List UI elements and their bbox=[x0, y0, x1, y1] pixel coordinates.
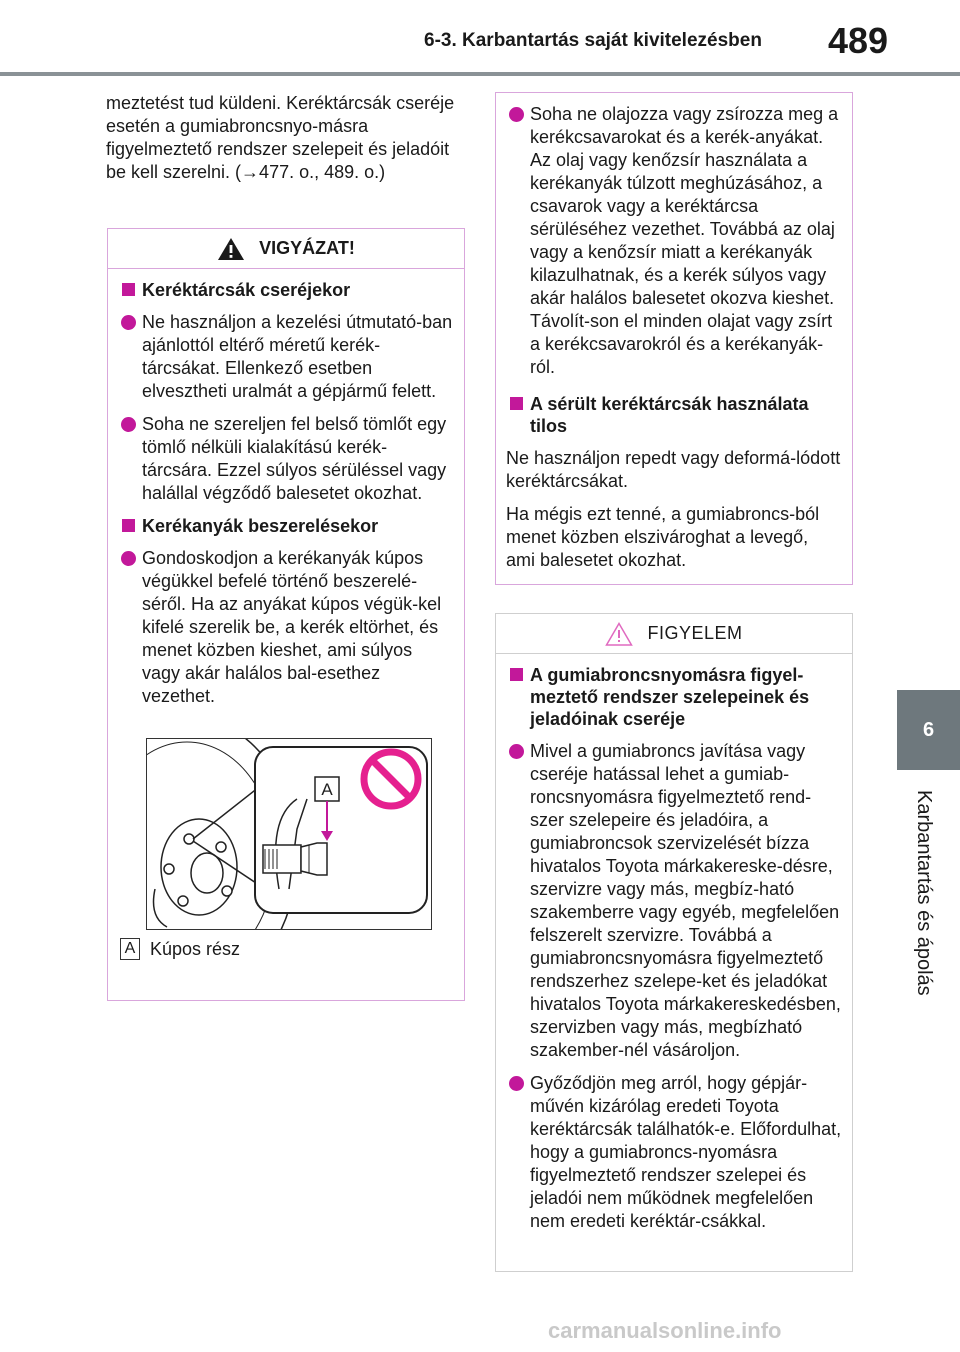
notice-header bbox=[496, 614, 852, 654]
notice-bullet: Mivel a gumiabroncs javítása vagy cseréje hatással lehet a gumiab-roncsnyomásra figyelmeztető rend-szer szelepeire és jeladóira, a gumiabroncsok szervizelését bízza hivatalos Toyota márkakereske-désre, szervizre vagy más, megbíz-ható szakemberre vagy egyéb, megfelelően felszerelt szervizre. Továbbá a gumiabroncsnyomásra figyelmeztető rendszerhez szelepe-ket és jeladókat hivatalos Toyota márkakereskedésben, szervizben vagy más, megbízható szakember-nél vásároljon. bbox=[506, 740, 842, 1062]
bullet-dot-icon bbox=[509, 1076, 524, 1091]
notice-triangle-icon bbox=[605, 622, 633, 646]
warning-continuation-box bbox=[495, 92, 853, 585]
header-rule bbox=[0, 72, 960, 76]
notice-bullet: Győződjön meg arról, hogy gépjár-művén kizárólag eredeti Toyota keréktárcsák találhatók-e. Előfordulhat, hogy a gumiabroncs-nyomásra figyelmeztető rendszer szelepei és jeladói nem működnek megfelelően nem eredeti keréktár-csákkal. bbox=[506, 1072, 842, 1233]
warning-title: VIGYÁZAT! bbox=[259, 238, 355, 258]
square-bullet-icon bbox=[122, 283, 135, 296]
figure-label: A bbox=[321, 780, 333, 799]
warning-paragraph: Ha mégis ezt tenné, a gumiabroncs-ból menet közben elszivároghat a levegő, ami balesetet okozhat. bbox=[506, 504, 820, 570]
notice-box bbox=[495, 613, 853, 1272]
chapter-number: 6 bbox=[922, 718, 935, 741]
notice-subheading: A gumiabroncsnyomásra figyel-meztető rendszer szelepeinek és jeladóinak cseréje bbox=[506, 664, 842, 730]
square-bullet-icon bbox=[122, 519, 135, 532]
wheel-nut-drawing bbox=[147, 739, 431, 929]
chapter-title: Karbantartás és ápolás bbox=[913, 790, 935, 996]
watermark: carmanualsonline.info bbox=[548, 1318, 782, 1343]
bullet-dot-icon bbox=[121, 417, 136, 432]
warning-bullet: Ne használjon a kezelési útmutató-ban ajánlottól eltérő méretű kerék-tárcsákat. Ellenkező esetben elvesztheti uralmát a gépjármű felett. bbox=[118, 311, 454, 403]
square-bullet-icon bbox=[510, 397, 523, 410]
square-bullet-icon bbox=[510, 668, 523, 681]
wheel-nut-illustration bbox=[146, 738, 432, 930]
warning-triangle-icon bbox=[217, 237, 245, 261]
warning-subheading: Keréktárcsák cseréjekor bbox=[118, 279, 454, 301]
chapter-tab[interactable] bbox=[897, 690, 960, 770]
bullet-dot-icon bbox=[121, 315, 136, 330]
figure-legend bbox=[120, 938, 454, 960]
warning-paragraph: Ne használjon repedt vagy deformá-lódott keréktárcsákat. bbox=[506, 448, 841, 491]
page-number: 489 bbox=[828, 20, 889, 61]
warning-box bbox=[107, 228, 465, 1001]
bullet-dot-icon bbox=[509, 107, 524, 122]
bullet-dot-icon bbox=[509, 744, 524, 759]
bullet-dot-icon bbox=[121, 551, 136, 566]
legend-key: A bbox=[120, 938, 140, 960]
warning-subheading: Kerékanyák beszerelésekor bbox=[118, 515, 454, 537]
warning-bullet: Soha ne szereljen fel belső tömlőt egy tömlő nélküli kialakítású kerék-tárcsára. Ezzel súlyos sérüléssel vagy halállal végződő balesetet okozhat. bbox=[118, 413, 454, 505]
notice-title: FIGYELEM bbox=[647, 623, 743, 643]
legend-text: Kúpos rész bbox=[150, 938, 241, 959]
warning-bullet: Soha ne olajozza vagy zsírozza meg a kerékcsavarokat és a kerék-anyákat. Az olaj vagy kenőzsír használata a kerékanyák túlzott meghúzásához, a csavarok vagy a keréktárcsa sérüléséhez vezethet. Továbbá az olaj vagy a kenőzsír miatt a kerékanyák kilazulhatnak, és a kerék súlyos vagy akár halálos balesetet okozva kieshet. Távolít-son el minden olajat vagy zsírt a kerékcsavarokról és a kerékanyák-ról. bbox=[506, 103, 842, 379]
warning-bullet: Gondoskodjon a kerékanyák kúpos végükkel befelé történő beszerelé-séről. Ha az anyákat kúpos végük-kel kifelé szerelik be, a kerék eltörhet, és menet közben kieshet, ami súlyos vagy akár halálos bal-esethez vezethet. bbox=[118, 547, 454, 708]
warning-header bbox=[108, 229, 464, 269]
warning-subheading: A sérült keréktárcsák használata tilos bbox=[506, 393, 842, 437]
intro-text: meztetést tud küldeni. Keréktárcsák cseréje esetén a gumiabroncsnyo-másra figyelmeztető rendszer szelepeit és jeladóit be kell szerelni. (→477. o., 489. o.) bbox=[106, 93, 455, 182]
section-title: 6-3. Karbantartás saját kivitelezésben bbox=[424, 30, 762, 51]
